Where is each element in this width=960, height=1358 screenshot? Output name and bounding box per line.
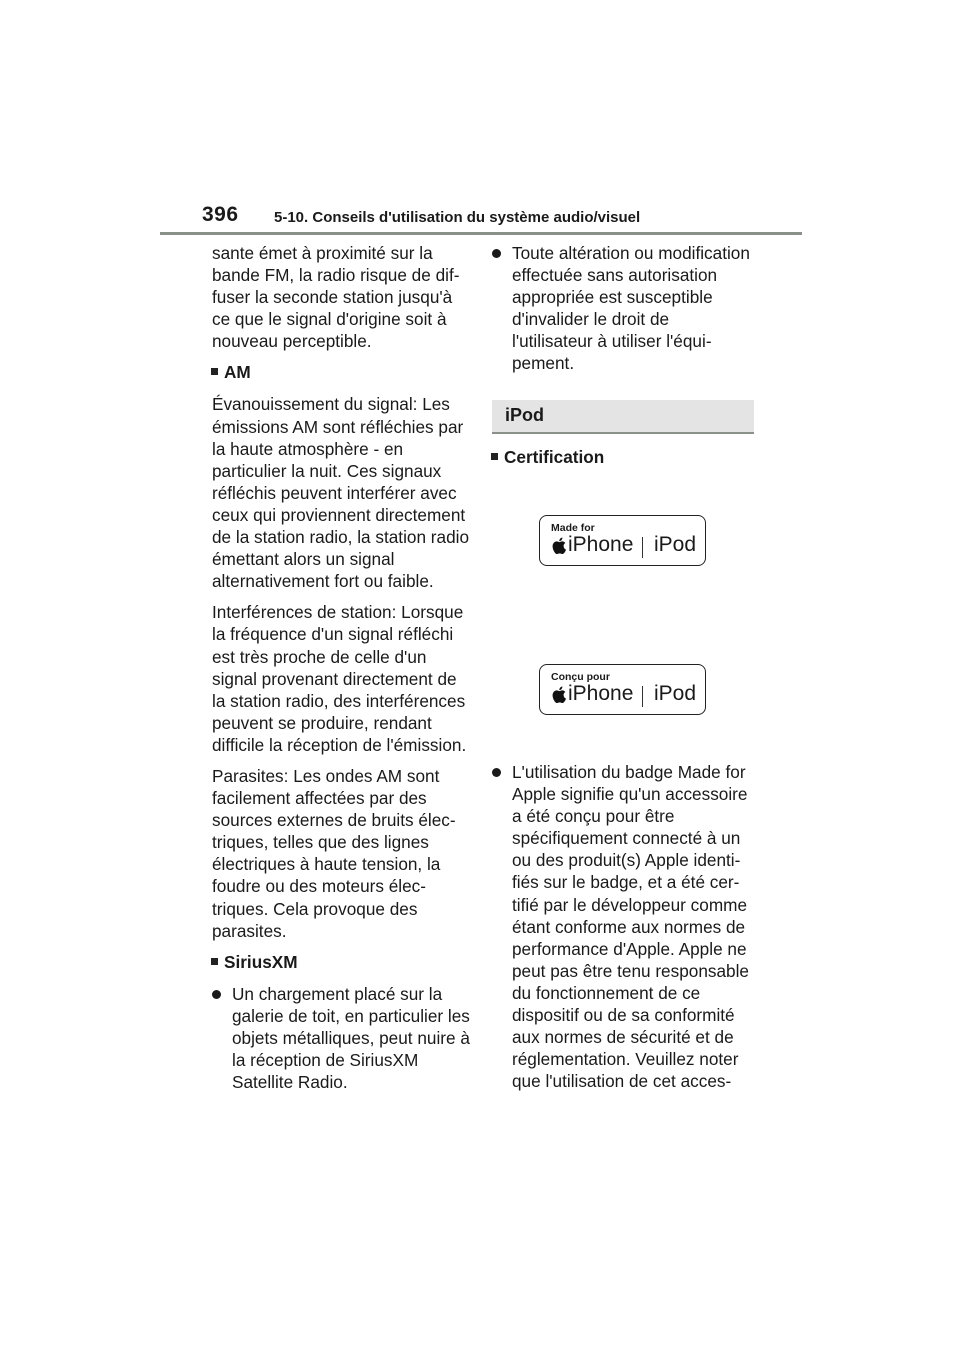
badge-separator: [642, 686, 643, 707]
ipod-section-title: iPod: [505, 404, 544, 425]
left-column: [212, 242, 474, 1093]
made-for-apple-bullet-text: L'utilisation du badge Made for Apple signifie qu'un accessoire a été conçu pour être spécifiquement connecté à un ou des produit(s) Apple identifiés sur le badge, et a été certifié par le développeur comme étant conforme aux normes de performance d'Apple. Apple ne peut pas être tenu responsable du fonctionnement de ce dispositif ou de sa conformité aux normes de sécurité et de réglementation. Veuillez noter que l'utilisation de cet acces-: [512, 762, 749, 1092]
header-divider: [160, 232, 802, 235]
badge-ipod-text: iPod: [654, 682, 697, 705]
apple-logo-icon: [552, 537, 566, 554]
section-title: 5-10. Conseils d'utilisation du système audio/visuel: [274, 209, 641, 226]
right-column: [492, 242, 754, 478]
certification-heading-text: Certification: [504, 446, 605, 467]
bullet-dot-icon: [492, 768, 501, 777]
square-bullet-icon: [491, 453, 498, 460]
list-item: [212, 983, 474, 1093]
concu-pour-iphone-ipod-badge: [539, 664, 706, 715]
list-item: [492, 761, 754, 1092]
page-number: 396: [202, 203, 239, 226]
certification-heading: [492, 446, 754, 468]
square-bullet-icon: [211, 368, 218, 375]
am-heading-text: AM: [224, 362, 251, 383]
am-paragraph-interference: Interférences de station: Lorsque la fréquence d'un signal réfléchi est très proche de celle d'un signal provenant directement de la station radio, des interférences peuvent se produire, rendant difficile la réception de l'émission.: [212, 602, 467, 755]
badge-iphone-text: iPhone: [568, 682, 634, 705]
badge-separator: [642, 537, 643, 558]
ipod-section-band: [492, 400, 754, 434]
siriusxm-heading-text: SiriusXM: [224, 951, 298, 972]
page-header: [160, 196, 802, 238]
siriusxm-bullet-text: Un chargement placé sur la galerie de toit, en particulier les objets métalliques, peut nuire à la réception de SiriusXM Satellite Radio.: [232, 983, 470, 1093]
badge-top-text: Made for: [551, 522, 595, 534]
right-column-lower: [492, 761, 754, 1092]
made-for-iphone-ipod-badge: [539, 515, 706, 566]
apple-logo-icon: [552, 686, 566, 703]
intro-paragraph: sante émet à proximité sur la bande FM, la radio risque de diffuser la seconde station jusqu'à ce que le signal d'origine soit à nouveau perceptible.: [212, 243, 460, 352]
square-bullet-icon: [211, 958, 218, 965]
badge-iphone-text: iPhone: [568, 533, 634, 556]
bullet-dot-icon: [492, 249, 501, 258]
modification-bullet-text: Toute altération ou modification effectuée sans autorisation appropriée est susceptible d'invalider le droit de l'utilisateur à utiliser l'équipement.: [512, 243, 750, 374]
bullet-dot-icon: [212, 990, 221, 999]
list-item: [492, 242, 754, 375]
am-paragraph-static: Parasites: Les ondes AM sont facilement affectées par des sources externes de bruits électriques, telles que des lignes électriques à haute tension, la foudre ou des moteurs électriques. Cela provoque des parasites.: [212, 765, 456, 941]
am-heading: [212, 361, 474, 383]
am-paragraph-fading: Évanouissement du signal: Les émissions AM sont réfléchies par la haute atmosphère - en particulier la nuit. Ces signaux réfléchis peuvent interférer avec ceux qui proviennent directement de la station radio, la station radio émettant alors un signal alternativement fort ou faible.: [212, 394, 470, 592]
badge-ipod-text: iPod: [654, 533, 697, 556]
siriusxm-heading: [212, 951, 474, 973]
badge-top-text: Conçu pour: [551, 671, 610, 683]
